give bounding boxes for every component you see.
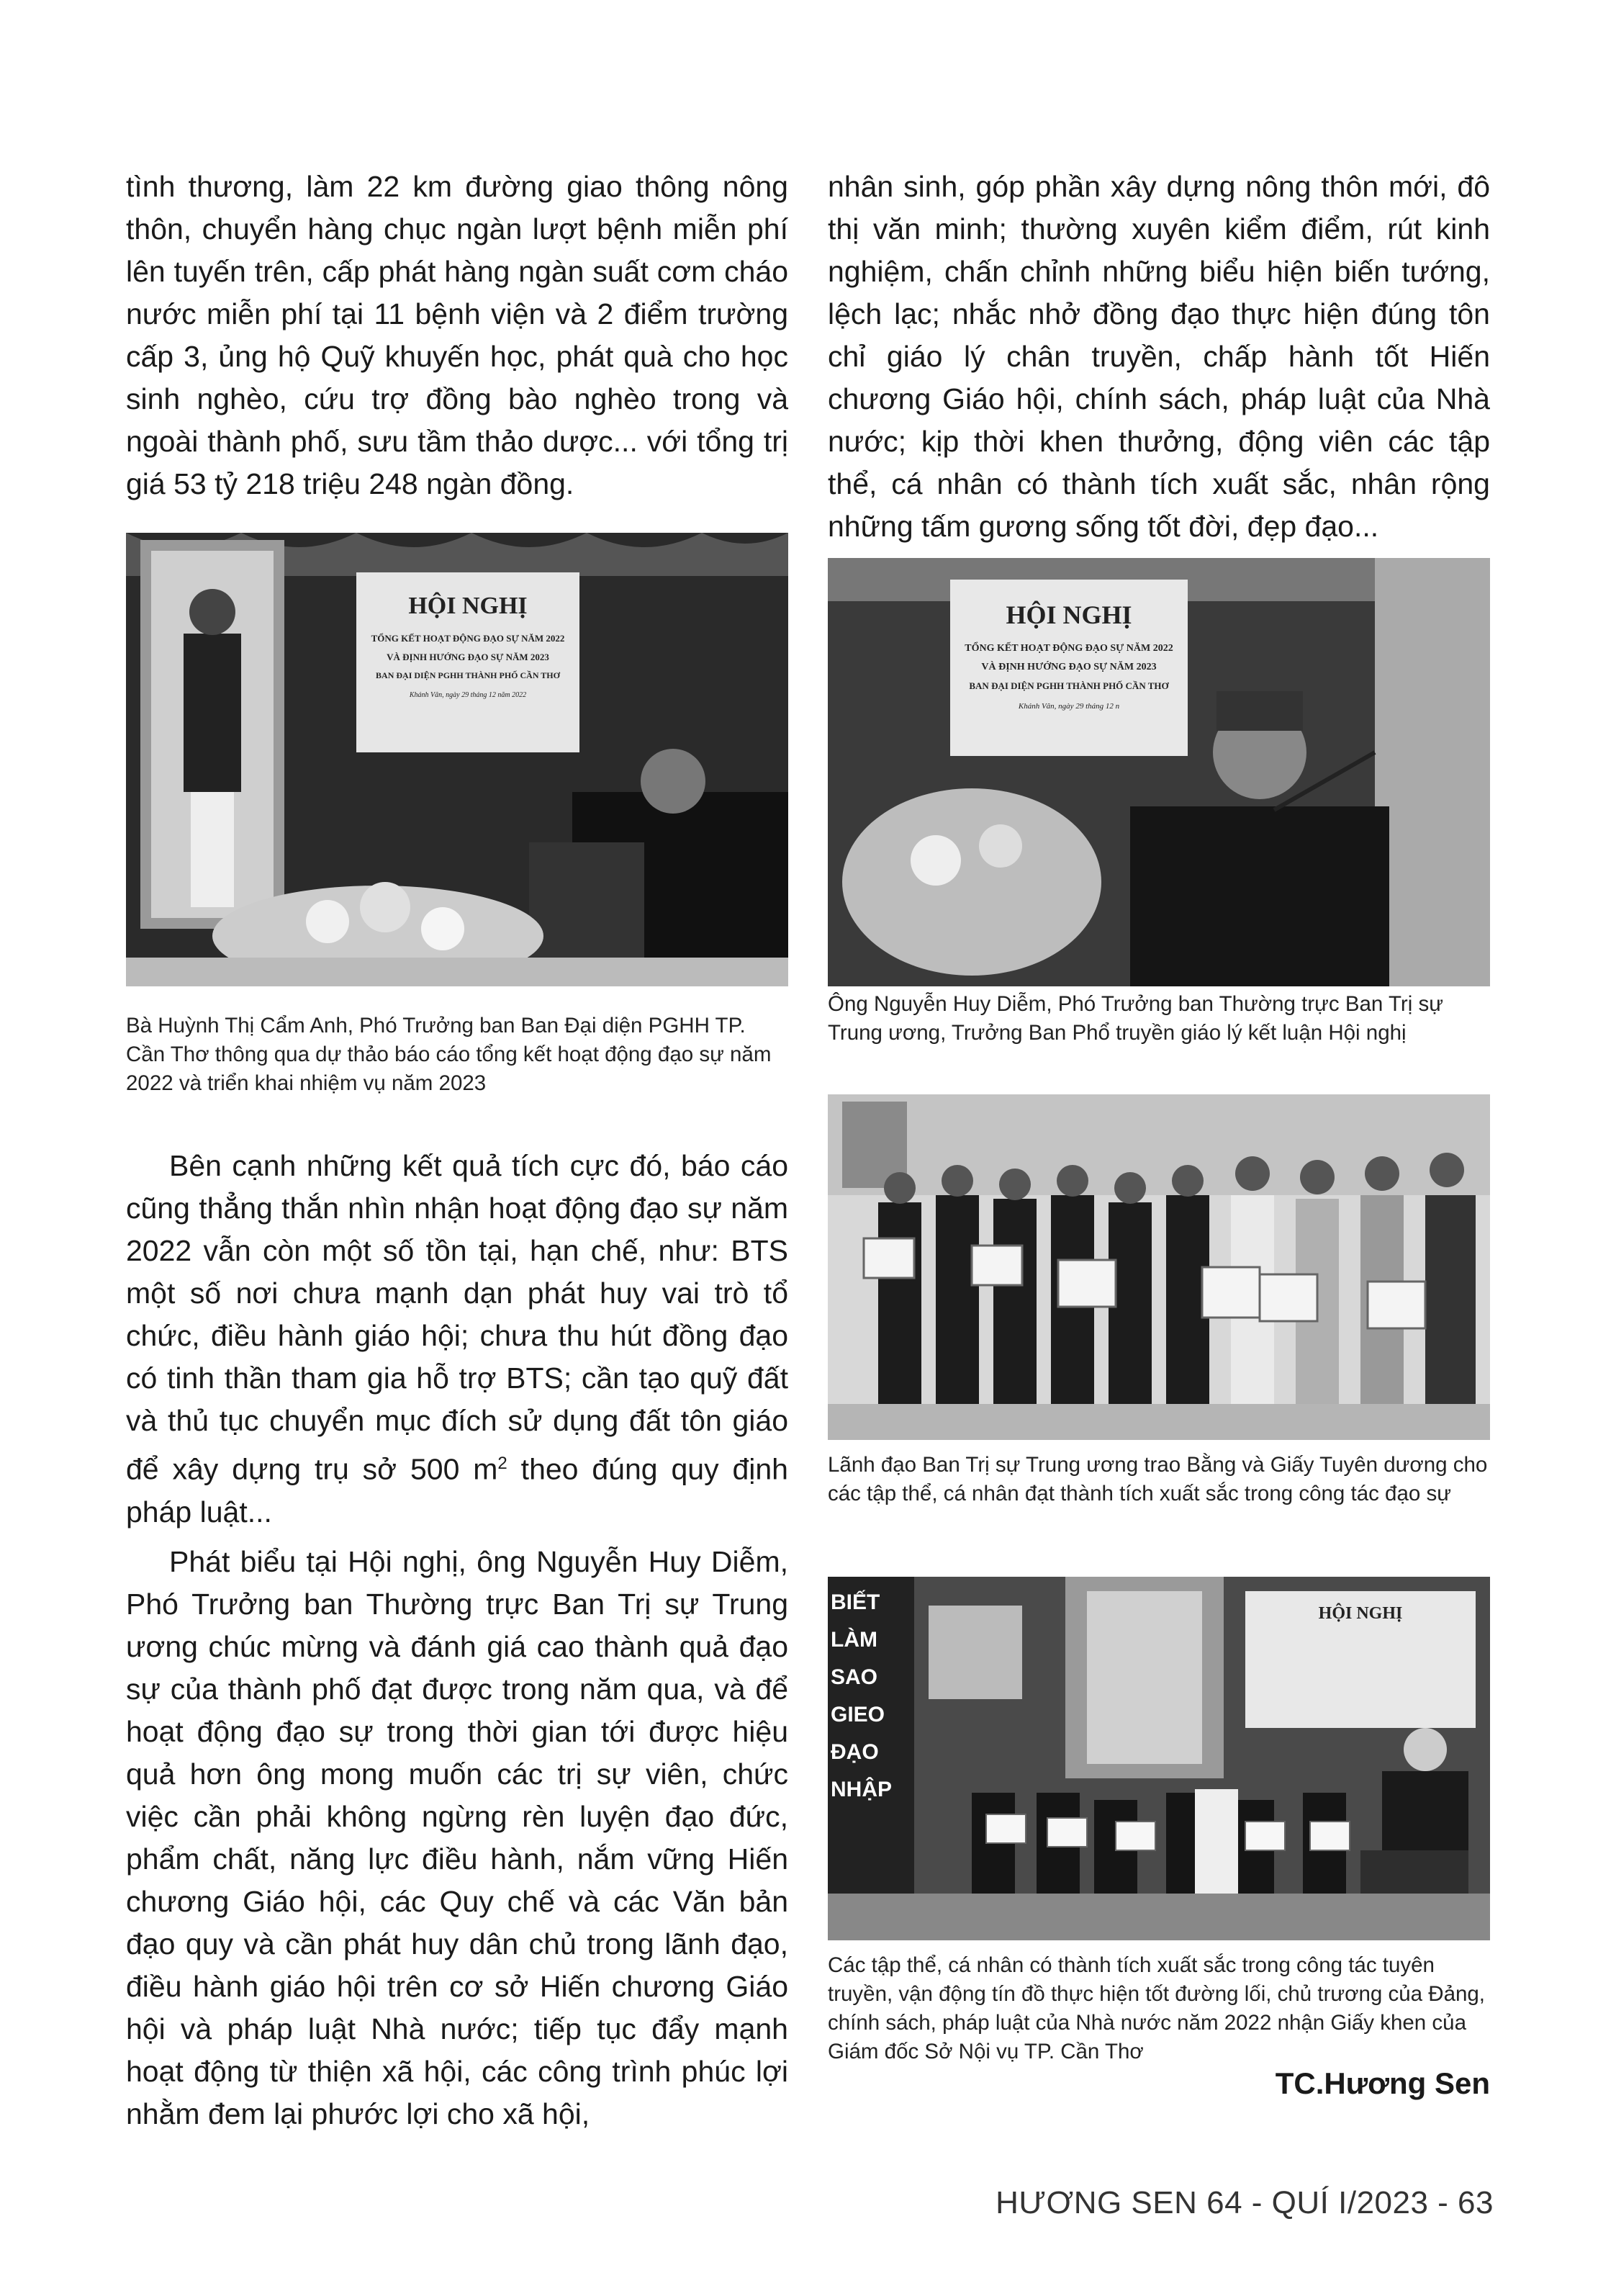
banner-4 [1245,1591,1476,1728]
superscript-2: 2 [497,1454,507,1473]
paragraph-right-continued: nhân sinh, góp phần xây dựng nông thôn mới, đô thị văn minh; thường xuyên kiểm điểm, rút kinh nghiệm, chấn chỉnh những biểu hiện biến tướng, lệch lạc; nhắc nhở đồng đạo thực hiện đúng tôn chỉ giáo lý chân truyền, chấp hành tốt Hiến chương Giáo hội, chính sách, pháp luật của Nhà nước; kịp thời khen thưởng, động viên các tập thể, cá nhân có thành tích xuất sắc, nhân rộng những tấm gương sống tốt đời, đẹp đạo... [828,170,1490,543]
photo-speaker-woman [126,533,788,986]
banner-2 [950,580,1188,756]
paragraph-limitations-end: theo đúng quy định pháp luật... [126,1452,788,1529]
photo-speaker-man [828,558,1490,986]
caption-2-container [828,990,1490,1048]
paragraph-speech: Phát biểu tại Hội nghị, ông Nguyễn Huy Diễm, Phó Trưởng ban Thường trực Ban Trị sự Trung ương chúc mừng và đánh giá cao thành quả đạo sự của thành phố đạt được trong năm qua, và để hoạt động đạo sự trong thời gian tới được hiệu quả hơn ông mong muốn các trị sự viên, chức việc cần phải không ngừng rèn luyện đạo đức, phẩm chất, năng lực điều hành, nắm vững Hiến chương Giáo hội, các Quy chế và các Văn bản đạo quy và cần phát huy dân chủ trong lãnh đạo, điều hành giáo hội trên cơ sở Hiến chương Giáo hội và pháp luật Nhà nước; tiếp tục đẩy mạnh hoạt động từ thiện xã hội, các công trình phúc lợi nhằm đem lại phước lợi cho xã hội, [126,1544,788,2130]
left-column [126,166,788,505]
caption-4-container [828,1951,1490,2066]
author-byline: TC.Hương Sen [1275,2066,1490,2100]
photo-award-ceremony-image [828,1094,1490,1440]
photo-award-ceremony [828,1094,1490,1440]
caption-award-ceremony: Lãnh đạo Ban Trị sự Trung ương trao Bằng và Giấy Tuyên dương cho các tập thể, cá nhân đạt thành tích xuất sắc trong công tác đạo sự [828,1453,1488,1505]
caption-1-container [126,1012,788,1098]
caption-speaker-woman: Bà Huỳnh Thị Cẩm Anh, Phó Trưởng ban Ban Đại diện PGHH TP. Cần Thơ thông qua dự thảo báo cáo tổng kết hoạt động đạo sự năm 2022 và triển khai nhiệm vụ năm 2023 [126,1014,772,1095]
caption-3-container [828,1451,1490,1508]
left-column-body [126,1145,788,2135]
paragraph-limitations-text: Bên cạnh những kết quả tích cực đó, báo cáo cũng thẳng thắn nhìn nhận hoạt động đạo sự năm 2022 vẫn còn một số tồn tại, hạn chế, như: BTS một số nơi chưa mạnh dạn phát huy vai trò tổ chức, điều hành giáo hội; chưa thu hút đồng đạo có tinh thần tham gia hỗ trợ BTS; cần tạo quỹ đất và thủ tục chuyển mục đích sử dụng đất tôn giáo để xây dựng trụ sở 500 m [126,1149,788,1486]
banner-1 [356,572,579,752]
banner-1-date: Khánh Vân, ngày 29 tháng 12 năm 2022 [409,691,527,699]
caption-certificates: Các tập thể, cá nhân có thành tích xuất sắc trong công tác tuyên truyền, vận động tín đồ thực hiện tốt đường lối, chủ trương của Đảng, chính sách, pháp luật của Nhà nước năm 2022 nhận Giấy khen của Giám đốc Sở Nội vụ TP. Cần Thơ [828,1953,1486,2063]
banner-1-line-2: VÀ ĐỊNH HƯỚNG ĐẠO SỰ NĂM 2023 [387,652,549,662]
page-footer: HƯƠNG SEN 64 - QUÍ I/2023 - 63 [996,2185,1494,2220]
photo-certificates [828,1577,1490,1940]
banner-1-line-1: TỔNG KẾT HOẠT ĐỘNG ĐẠO SỰ NĂM 2022 [371,633,565,644]
banner-2-line-3: BAN ĐẠI DIỆN PGHH THÀNH PHỐ CẦN THƠ [969,680,1169,691]
banner-4-title: HỘI NGHỊ [1318,1604,1403,1623]
banner-2-line-1: TỔNG KẾT HOẠT ĐỘNG ĐẠO SỰ NĂM 2022 [965,643,1173,654]
caption-speaker-man: Ông Nguyễn Huy Diễm, Phó Trưởng ban Thường trực Ban Trị sự Trung ương, Trưởng Ban Phổ truyền giáo lý kết luận Hội nghị [828,992,1443,1045]
banner-2-date: Khánh Vân, ngày 29 tháng 12 n [1018,702,1120,711]
paragraph-limitations [126,1145,788,1534]
paragraph-intro-continued: tình thương, làm 22 km đường giao thông nông thôn, chuyển hàng chục ngàn lượt bệnh miễn phí lên tuyến trên, cấp phát hàng ngàn suất cơm cháo nước miễn phí tại 11 bệnh viện và 2 điểm trường cấp 3, ủng hộ Quỹ khuyến học, phát quà cho học sinh nghèo, cứu trợ đồng bào nghèo trong và ngoài thành phố, sưu tầm thảo dược... với tổng trị giá 53 tỷ 218 triệu 248 ngàn đồng. [126,170,788,500]
side-banner-text: BIẾT LÀM SAO GIEO ĐẠO NHẬP [831,1590,893,1801]
banner-1-title: HỘI NGHỊ [408,593,528,619]
banner-2-line-2: VÀ ĐỊNH HƯỚNG ĐẠO SỰ NĂM 2023 [981,662,1157,672]
banner-1-line-3: BAN ĐẠI DIỆN PGHH THÀNH PHỐ CẦN THƠ [376,670,560,680]
right-column [828,166,1490,548]
banner-2-title: HỘI NGHỊ [1006,600,1132,629]
